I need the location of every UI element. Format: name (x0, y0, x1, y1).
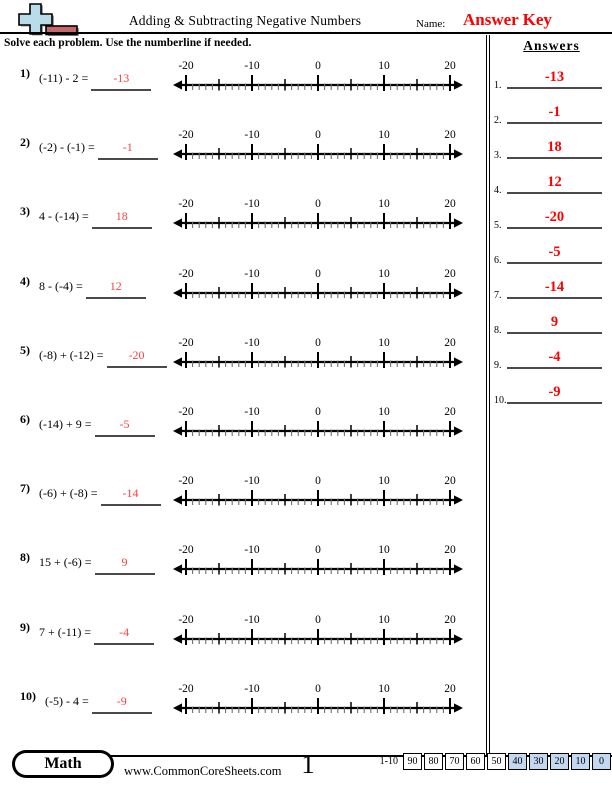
answer-line (507, 383, 602, 404)
problem-statement (20, 688, 152, 714)
answer-line (507, 138, 602, 159)
answer-blank[interactable] (91, 69, 151, 91)
svg-text:10: 10 (378, 60, 390, 72)
svg-text:0: 0 (315, 475, 321, 488)
problem-expression: 4 - (-14) = (39, 209, 89, 224)
problem-number: 7) (20, 481, 30, 496)
problem-number: 10) (20, 688, 36, 703)
subject-badge (12, 750, 114, 778)
score-cell: 10 (571, 753, 590, 770)
problem-answer: -4 (119, 624, 130, 639)
problem-statement (20, 204, 152, 229)
problem-number: 8) (20, 550, 30, 565)
score-cell: 80 (424, 753, 443, 770)
answer-value: 12 (547, 174, 562, 190)
problem-answer: -13 (113, 71, 130, 85)
page-number: 1 (301, 749, 315, 779)
score-cell: 70 (445, 753, 464, 770)
answer-value: -1 (548, 104, 561, 120)
answer-number: 1. (494, 80, 502, 91)
answer-blank[interactable] (94, 623, 154, 645)
svg-text:-20: -20 (178, 475, 194, 488)
numberline (172, 334, 464, 374)
svg-text:10: 10 (378, 336, 390, 349)
problem-statement (20, 135, 158, 160)
answer-number: 3. (494, 150, 502, 161)
svg-text:10: 10 (378, 129, 390, 142)
svg-text:10: 10 (378, 198, 390, 211)
instruction-text: Solve each problem. Use the numberline if needed. (4, 37, 252, 49)
score-cell: 90 (403, 753, 422, 770)
problem-answer: -5 (119, 416, 130, 431)
name-label: Name: (416, 18, 446, 30)
problem-row (0, 261, 486, 330)
page-title: Adding & Subtracting Negative Numbers (128, 13, 362, 28)
answer-blank[interactable] (95, 553, 155, 575)
problem-number: 5) (20, 342, 30, 357)
problem-number: 9) (20, 619, 30, 634)
svg-text:20: 20 (444, 198, 456, 211)
svg-text:-10: -10 (244, 682, 260, 695)
svg-text:-10: -10 (244, 336, 260, 349)
svg-text:20: 20 (444, 682, 456, 695)
answer-blank[interactable] (95, 415, 155, 437)
subject-label: Math (15, 753, 111, 775)
answer-blank[interactable] (98, 138, 158, 160)
svg-text:20: 20 (444, 405, 456, 418)
problem-statement (20, 342, 167, 368)
svg-text:0: 0 (315, 544, 321, 557)
answer-value: -13 (544, 69, 565, 85)
answer-value: 18 (547, 139, 562, 155)
svg-text:-20: -20 (178, 198, 194, 211)
answers-panel (492, 36, 611, 412)
website-url: www.CommonCoreSheets.com (124, 764, 282, 778)
problem-number: 3) (20, 204, 30, 219)
svg-text:20: 20 (444, 267, 456, 280)
answer-number: 7. (494, 290, 502, 301)
numberline (172, 403, 464, 443)
answer-blank[interactable] (92, 692, 152, 714)
numberline (172, 541, 464, 581)
svg-text:10: 10 (378, 405, 390, 418)
answer-row (492, 307, 611, 342)
svg-text:-10: -10 (244, 475, 260, 488)
svg-text:20: 20 (444, 336, 456, 349)
score-cell: 50 (487, 753, 506, 770)
answer-row (492, 97, 611, 132)
answers-title: Answers (523, 38, 580, 53)
svg-text:-10: -10 (244, 613, 260, 626)
problem-expression: (-11) - 2 = (39, 71, 89, 85)
answer-row (492, 62, 611, 97)
numberline (172, 611, 464, 651)
problem-expression: (-5) - 4 = (45, 693, 89, 708)
problem-row (0, 607, 486, 676)
problem-statement (20, 619, 154, 645)
numberline (172, 680, 464, 720)
svg-text:0: 0 (315, 267, 321, 280)
answer-value: 9 (550, 314, 559, 330)
problem-row (0, 330, 486, 399)
answer-row (492, 202, 611, 237)
svg-text:-20: -20 (178, 613, 194, 626)
answer-number: 4. (494, 185, 502, 196)
svg-text:20: 20 (444, 613, 456, 626)
answer-number: 9. (494, 360, 502, 371)
problem-row (0, 399, 486, 468)
svg-text:-10: -10 (244, 267, 260, 280)
svg-text:20: 20 (444, 60, 456, 72)
answer-line (507, 313, 602, 334)
problems-list (0, 53, 486, 745)
score-cell: 30 (529, 753, 548, 770)
problem-row (0, 468, 486, 537)
svg-text:20: 20 (444, 544, 456, 557)
answer-value: -4 (548, 349, 561, 365)
problem-expression: (-2) - (-1) = (39, 140, 95, 155)
plus-minus-logo (8, 1, 100, 36)
answer-number: 5. (494, 220, 502, 231)
problem-answer: 12 (109, 278, 122, 293)
problem-answer: -20 (128, 347, 145, 362)
problem-statement (20, 481, 161, 506)
problem-expression: 8 - (-4) = (39, 278, 83, 293)
answer-number: 8. (494, 325, 502, 336)
svg-text:-20: -20 (178, 405, 194, 418)
svg-text:-20: -20 (178, 336, 194, 349)
problem-statement (20, 273, 146, 299)
numberline (172, 265, 464, 305)
score-cell: 0 (592, 753, 611, 770)
problem-row (0, 53, 486, 122)
svg-text:0: 0 (315, 336, 321, 349)
answer-row (492, 377, 611, 412)
answer-line (507, 173, 602, 194)
answer-line (507, 68, 602, 89)
svg-text:10: 10 (378, 682, 390, 695)
problem-number: 2) (20, 135, 30, 150)
svg-text:10: 10 (378, 267, 390, 280)
problem-answer: 18 (115, 209, 128, 224)
problem-row (0, 122, 486, 191)
numberline (172, 472, 464, 512)
score-cell: 40 (508, 753, 527, 770)
problem-statement (20, 66, 151, 91)
answer-line (507, 208, 602, 229)
answers-list (492, 62, 611, 412)
numberline (172, 126, 464, 166)
answer-blank[interactable] (92, 207, 152, 229)
grading-scale-label: 1-10 (379, 756, 398, 767)
answer-number: 6. (494, 255, 502, 266)
header-rule (0, 32, 612, 34)
svg-text:-20: -20 (178, 60, 194, 72)
problem-expression: 7 + (-11) = (39, 624, 92, 639)
svg-text:-20: -20 (178, 544, 194, 557)
answers-divider (486, 35, 490, 755)
svg-text:0: 0 (315, 405, 321, 418)
svg-text:0: 0 (315, 198, 321, 211)
grading-scale-cells (403, 753, 611, 770)
problem-number: 4) (20, 273, 30, 288)
problem-answer: -1 (122, 140, 133, 155)
problem-expression: (-14) + 9 = (39, 416, 92, 431)
answer-row (492, 342, 611, 377)
answer-row (492, 167, 611, 202)
problem-row (0, 191, 486, 260)
problem-number: 6) (20, 411, 30, 426)
svg-text:-20: -20 (178, 267, 194, 280)
answer-key-label: Answer Key (463, 10, 552, 29)
problem-number: 1) (20, 66, 30, 80)
answer-line (507, 278, 602, 299)
problem-statement (20, 550, 155, 575)
answer-blank[interactable] (86, 277, 146, 299)
svg-text:0: 0 (315, 129, 321, 142)
answer-row (492, 272, 611, 307)
score-cell: 20 (550, 753, 569, 770)
answer-value: -20 (544, 209, 565, 225)
problem-statement (20, 411, 155, 437)
problem-expression: (-6) + (-8) = (39, 486, 98, 501)
problem-answer: 9 (121, 555, 128, 570)
svg-text:-10: -10 (244, 198, 260, 211)
svg-text:0: 0 (315, 60, 321, 72)
numberline (172, 195, 464, 235)
answer-value: -9 (548, 384, 561, 400)
svg-text:-20: -20 (178, 129, 194, 142)
svg-text:-20: -20 (178, 682, 194, 695)
answer-row (492, 237, 611, 272)
answer-number: 2. (494, 115, 502, 126)
svg-text:-10: -10 (244, 60, 260, 72)
svg-text:-10: -10 (244, 129, 260, 142)
problem-answer: -14 (122, 486, 139, 501)
score-cell: 60 (466, 753, 485, 770)
svg-text:20: 20 (444, 475, 456, 488)
answer-row (492, 132, 611, 167)
svg-text:10: 10 (378, 544, 390, 557)
answer-blank[interactable] (101, 484, 161, 506)
answer-blank[interactable] (107, 346, 167, 368)
svg-text:20: 20 (444, 129, 456, 142)
svg-text:10: 10 (378, 613, 390, 626)
problem-expression: (-8) + (-12) = (39, 347, 104, 362)
answer-value: -14 (544, 279, 565, 295)
svg-text:-10: -10 (244, 405, 260, 418)
grading-scale (380, 753, 611, 770)
answer-number: 10. (494, 395, 507, 406)
svg-text:10: 10 (378, 475, 390, 488)
answer-line (507, 243, 602, 264)
numberline (172, 57, 464, 97)
answer-line (507, 348, 602, 369)
problem-row (0, 537, 486, 606)
svg-text:-10: -10 (244, 544, 260, 557)
svg-text:0: 0 (315, 613, 321, 626)
answer-line (507, 103, 602, 124)
problem-answer: -9 (116, 693, 127, 708)
problem-expression: 15 + (-6) = (39, 555, 92, 570)
svg-text:0: 0 (315, 682, 321, 695)
plus-minus-logo-graphic (8, 1, 100, 36)
answer-value: -5 (548, 244, 561, 260)
problem-row (0, 676, 486, 745)
